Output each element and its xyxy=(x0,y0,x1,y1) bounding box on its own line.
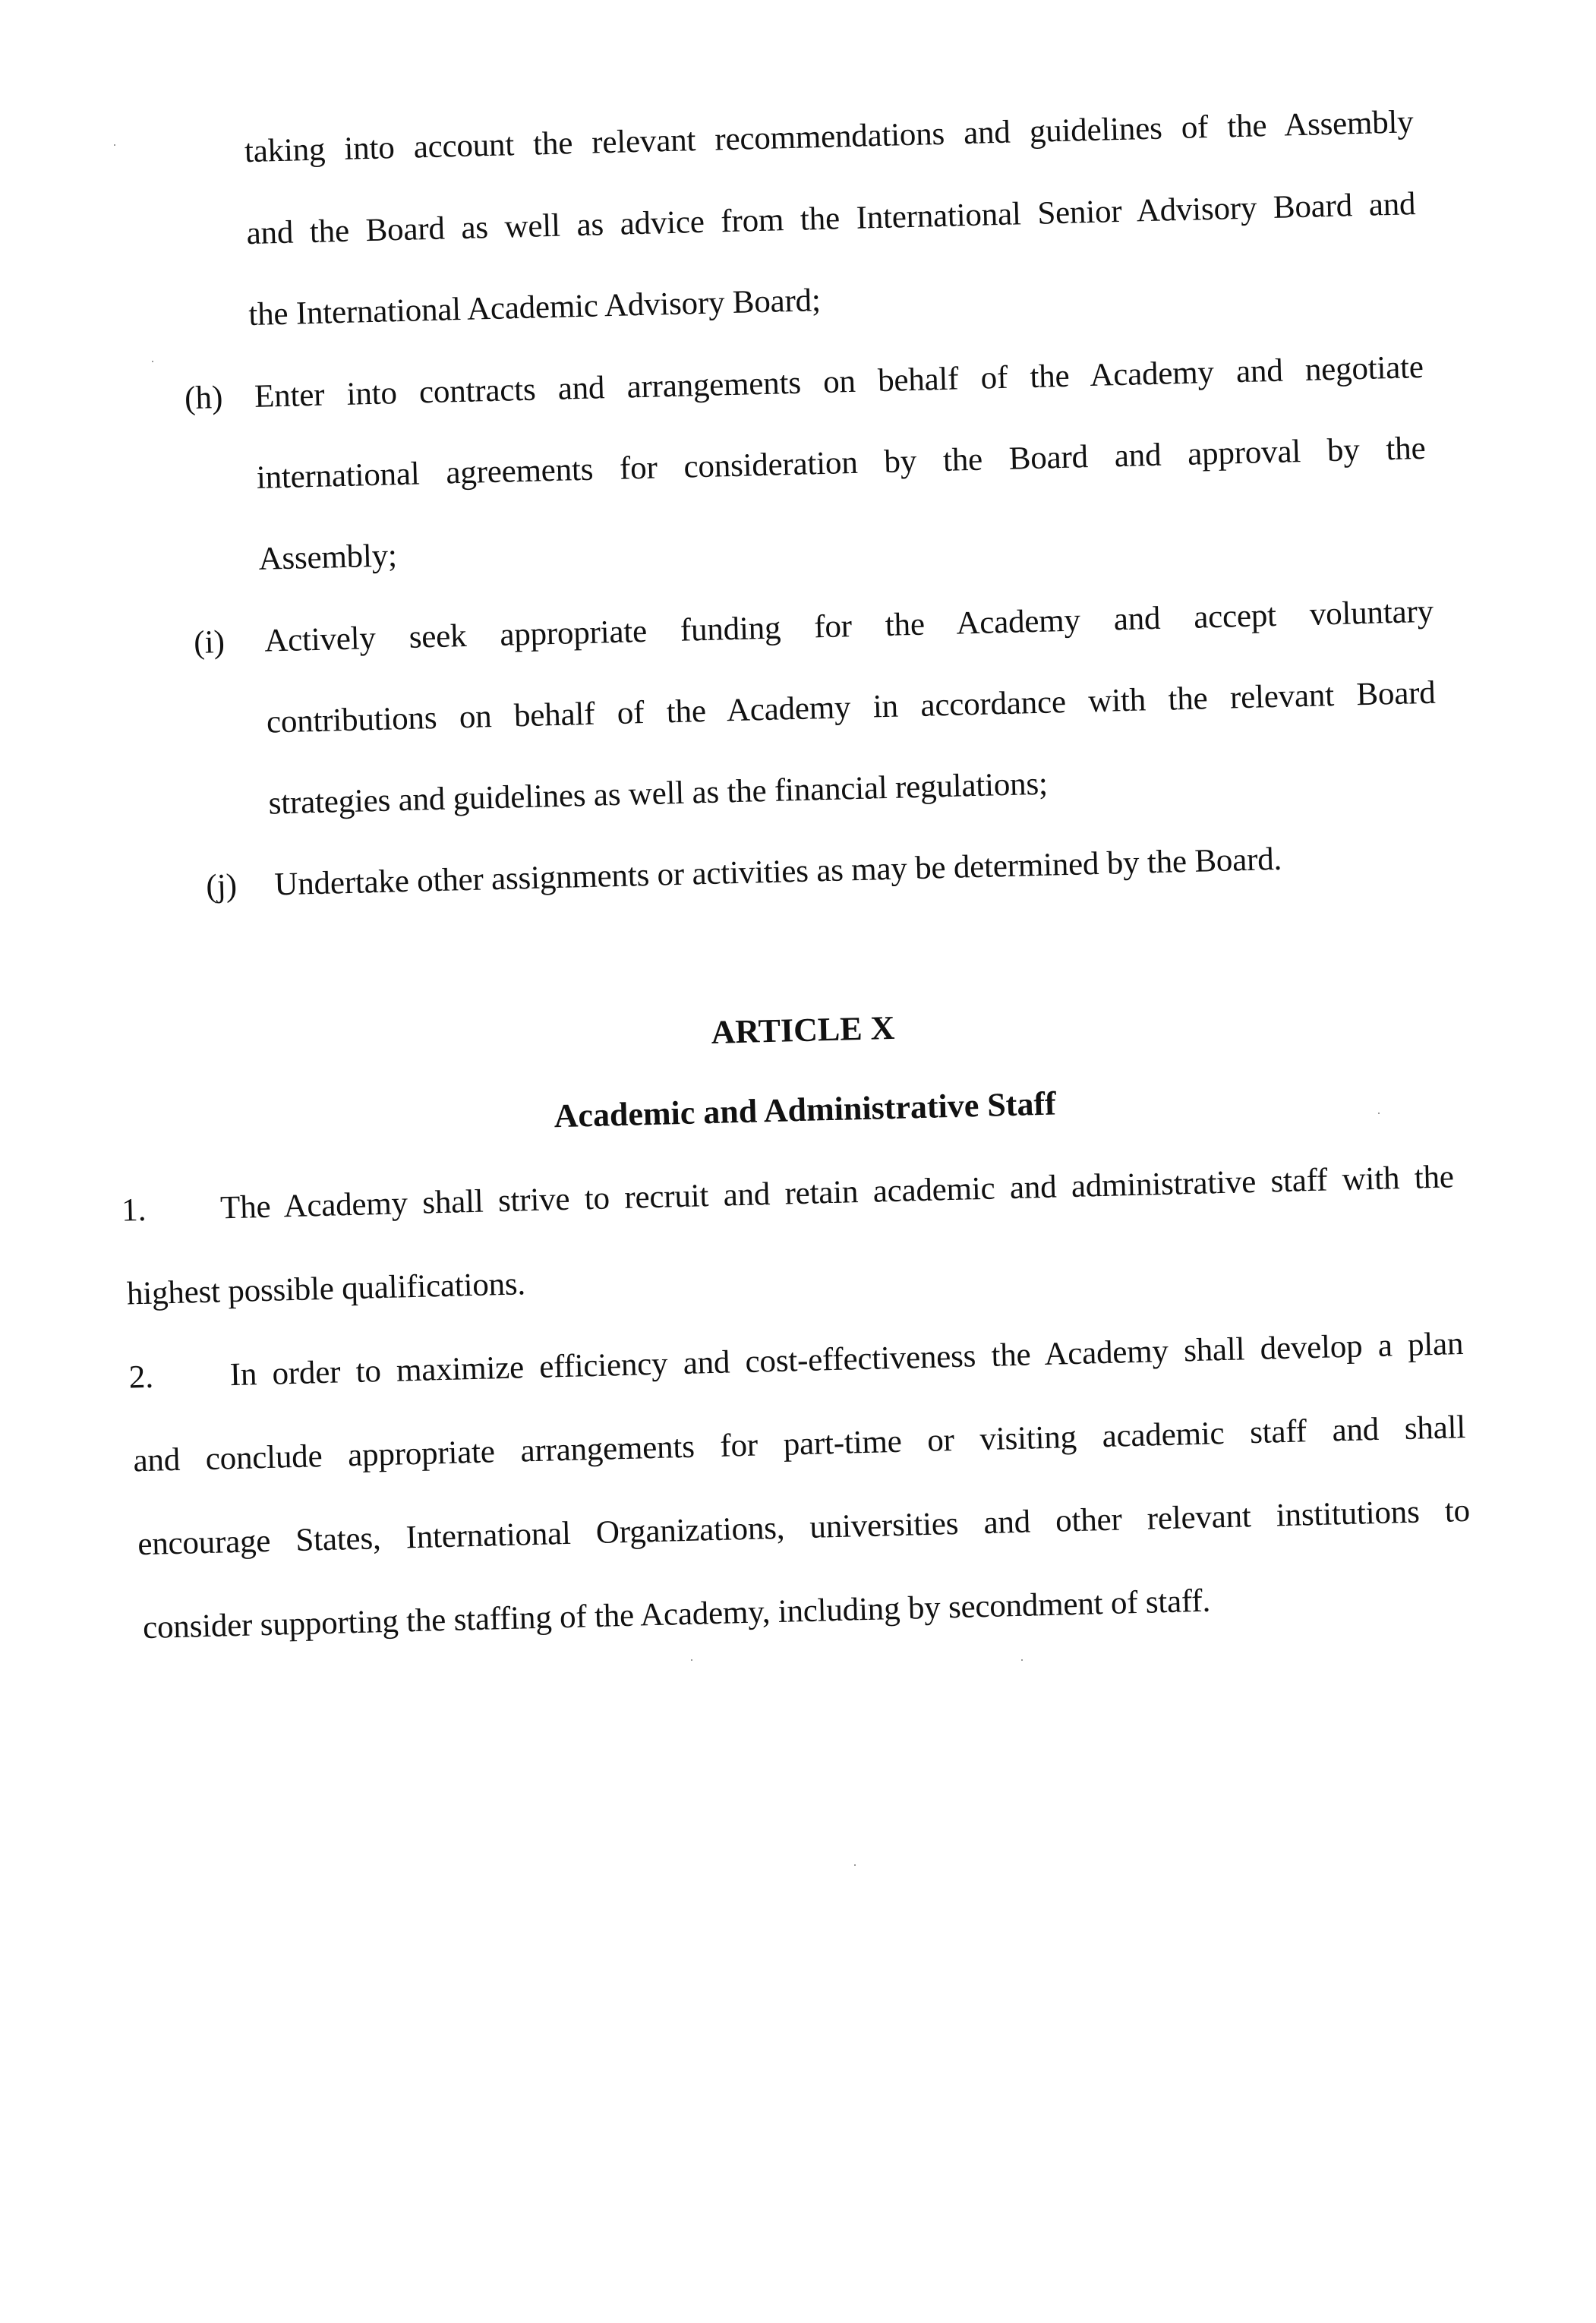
list-item-label: (i) xyxy=(193,624,226,661)
scan-speck xyxy=(114,144,115,146)
continuation-line-2: and the Board as well as advice from the International Senior Advisory Board and xyxy=(246,186,1416,252)
continuation-line-3: the International Academic Advisory Board; xyxy=(248,282,822,333)
scan-speck xyxy=(854,1864,856,1866)
list-item-line: Actively seek appropriate funding for the Academy and accept voluntary xyxy=(263,593,1434,659)
list-item-label: (h) xyxy=(184,379,223,417)
paragraph-line: highest possible qualifications. xyxy=(126,1266,526,1312)
list-item-line: Undertake other assignments or activities as may be determined by the Board. xyxy=(273,841,1282,903)
list-item-label: (j) xyxy=(205,867,238,904)
list-item-line: Enter into contracts and arrangements on behalf of the Academy and negotiate xyxy=(254,349,1424,415)
paragraph-line: The Academy shall strive to recruit and retain academic and administrative staff with the xyxy=(219,1159,1455,1226)
continuation-paragraph xyxy=(0,0,1575,333)
scan-speck xyxy=(691,1659,692,1661)
scan-speck xyxy=(152,361,153,362)
scan-speck xyxy=(1021,1659,1023,1661)
paragraph-line: and conclude appropriate arrangements for part-time or visiting academic staff and shall xyxy=(132,1409,1466,1479)
continuation-line-1: taking into account the relevant recommendations and guidelines of the Assembly xyxy=(244,104,1415,170)
paragraph-line: In order to maximize efficiency and cost-effectiveness the Academy shall develop a plan xyxy=(229,1326,1464,1393)
scan-speck xyxy=(1378,1113,1380,1114)
article-number-heading: ARTICLE X xyxy=(711,1008,895,1051)
paragraph-number: 2. xyxy=(128,1359,154,1396)
paragraph-line: encourage States, International Organizations, universities and other relevant institutions to xyxy=(137,1492,1471,1563)
paragraph-number: 1. xyxy=(121,1191,147,1229)
list-item-line: contributions on behalf of the Academy in accordance with the relevant Board xyxy=(266,674,1437,740)
list-item-line: Assembly; xyxy=(257,538,398,577)
list-item-line: strategies and guidelines as well as the financial regulations; xyxy=(268,765,1049,822)
paragraph-line: consider supporting the staffing of the Academy, including by secondment of staff. xyxy=(142,1583,1211,1646)
list-item-line: international agreements for consideration by the Board and approval by the xyxy=(256,430,1426,496)
article-title-heading: Academic and Administrative Staff xyxy=(554,1084,1057,1135)
